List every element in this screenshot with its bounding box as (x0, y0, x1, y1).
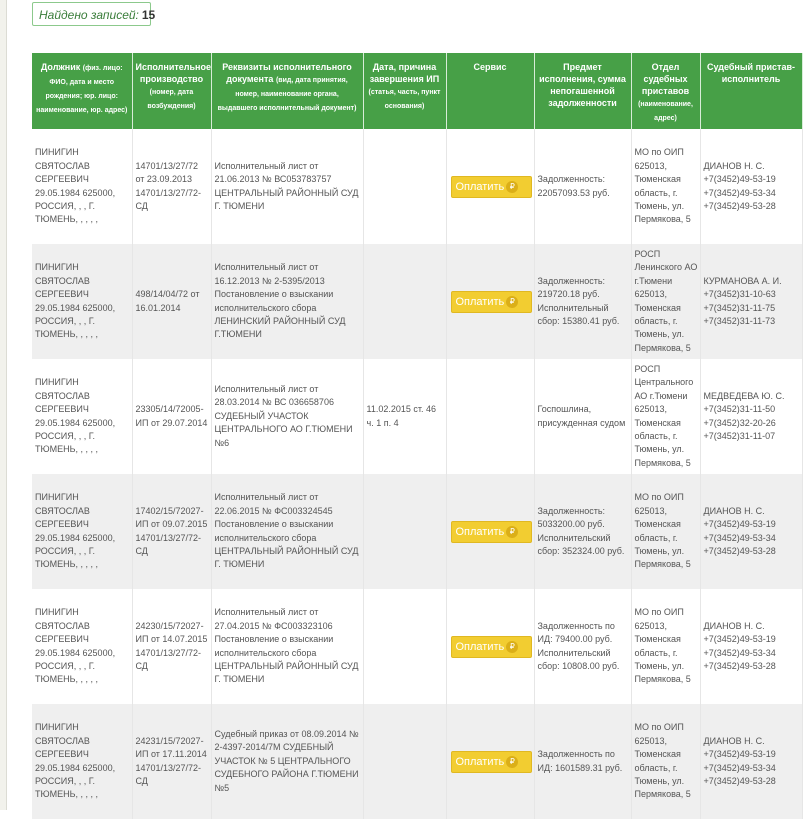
column-header-title: Должник (40, 62, 81, 72)
column-header-subject (534, 53, 631, 129)
column-header-subtitle: (номер, дата возбуждения) (147, 89, 196, 110)
table-row (32, 244, 802, 359)
cell-document: Исполнительный лист от 22.06.2015 № ФС003324545 Постановление о взыскании исполнительского сбора ЦЕНТРАЛЬНЫЙ РАЙОННЫЙ СУД Г. ТЮМЕНИ (211, 474, 363, 589)
cell-debtor: ПИНИГИН СВЯТОСЛАВ СЕРГЕЕВИЧ 29.05.1984 625000, РОССИЯ, , , Г. ТЮМЕНЬ, , , , , (32, 589, 132, 704)
column-header-title: Предмет исполнения, сумма непогашенной задолженности (539, 62, 626, 108)
cell-proceeding: 23305/14/72005-ИП от 29.07.2014 (132, 359, 211, 474)
cell-document: Исполнительный лист от 21.06.2013 № ВС053783757 ЦЕНТРАЛЬНЫЙ РАЙОННЫЙ СУД Г. ТЮМЕНИ (211, 129, 363, 244)
cell-proceeding: 14701/13/27/72 от 23.09.2013 14701/13/27/72-СД (132, 129, 211, 244)
cell-department: РОСП Ленинского АО г.Тюмени 625013, Тюменская область, г. Тюмень, ул. Пермякова, 5 (631, 244, 700, 359)
cell-bailiff: КУРМАНОВА А. И. +7(3452)31-10-63 +7(3452)31-11-75 +7(3452)31-11-73 (700, 244, 802, 359)
cell-completion (363, 244, 446, 359)
column-header-subtitle: (наименование, адрес) (638, 101, 693, 122)
records-found-label: Найдено записей: (39, 8, 139, 22)
column-header-title: Исполнительное производство (135, 62, 211, 84)
cell-completion (363, 474, 446, 589)
table-header-row (32, 53, 802, 129)
records-found-count: 15 (141, 8, 156, 22)
cell-service (446, 359, 534, 474)
ruble-icon: ₽ (506, 526, 518, 538)
cell-proceeding: 24230/15/72027-ИП от 14.07.2015 14701/13/27/72-СД (132, 589, 211, 704)
table-row (32, 129, 802, 244)
cell-completion (363, 704, 446, 819)
enforcement-proceedings-table (32, 53, 803, 819)
column-header-document (211, 53, 363, 129)
column-header-title: Отдел судебных приставов (641, 62, 690, 96)
column-header-department (631, 53, 700, 129)
cell-bailiff: МЕДВЕДЕВА Ю. С. +7(3452)31-11-50 +7(3452)32-20-26 +7(3452)31-11-07 (700, 359, 802, 474)
results-table-container[interactable] (32, 53, 795, 810)
cell-document: Судебный приказ от 08.09.2014 № 2-4397-2014/7М СУДЕБНЫЙ УЧАСТОК № 5 ЦЕНТРАЛЬНОГО СУДЕБНОГО РАЙОНА Г.ТЮМЕНИ №5 (211, 704, 363, 819)
pay-button[interactable] (451, 291, 532, 313)
cell-bailiff: ДИАНОВ Н. С. +7(3452)49-53-19 +7(3452)49-53-34 +7(3452)49-53-28 (700, 129, 802, 244)
cell-debtor: ПИНИГИН СВЯТОСЛАВ СЕРГЕЕВИЧ 29.05.1984 625000, РОССИЯ, , , Г. ТЮМЕНЬ, , , , , (32, 244, 132, 359)
column-header-title: Реквизиты исполнительного документа (222, 62, 352, 84)
cell-service (446, 129, 534, 244)
column-header-completion (363, 53, 446, 129)
cell-bailiff: ДИАНОВ Н. С. +7(3452)49-53-19 +7(3452)49-53-34 +7(3452)49-53-28 (700, 589, 802, 704)
table-row (32, 589, 802, 704)
pay-button[interactable] (451, 636, 532, 658)
cell-completion (363, 589, 446, 704)
records-found-badge (32, 2, 156, 26)
page-left-border (0, 0, 7, 810)
cell-subject: Госпошлина, присужденная судом (534, 359, 631, 474)
cell-debtor: ПИНИГИН СВЯТОСЛАВ СЕРГЕЕВИЧ 29.05.1984 625000, РОССИЯ, , , Г. ТЮМЕНЬ, , , , , (32, 359, 132, 474)
table-row (32, 474, 802, 589)
cell-department: МО по ОИП 625013, Тюменская область, г. Тюмень, ул. Пермякова, 5 (631, 129, 700, 244)
column-header-title: Судебный пристав-исполнитель (706, 62, 795, 84)
cell-department: РОСП Центрального АО г.Тюмени 625013, Тюменская область, г. Тюмень, ул. Пермякова, 5 (631, 359, 700, 474)
cell-subject: Задолженность по ИД: 1601589.31 руб. (534, 704, 631, 819)
pay-button-label: Оплатить (455, 295, 505, 308)
column-header-service (446, 53, 534, 129)
cell-subject: Задолженность: 5033200.00 руб. Исполнительский сбор: 352324.00 руб. (534, 474, 631, 589)
cell-document: Исполнительный лист от 28.03.2014 № ВС 036658706 СУДЕБНЫЙ УЧАСТОК ЦЕНТРАЛЬНОГО АО Г.ТЮМЕНИ №6 (211, 359, 363, 474)
cell-proceeding: 498/14/04/72 от 16.01.2014 (132, 244, 211, 359)
ruble-icon: ₽ (506, 641, 518, 653)
pay-button[interactable] (451, 751, 532, 773)
cell-debtor: ПИНИГИН СВЯТОСЛАВ СЕРГЕЕВИЧ 29.05.1984 625000, РОССИЯ, , , Г. ТЮМЕНЬ, , , , , (32, 129, 132, 244)
column-header-bailiff (700, 53, 802, 129)
cell-bailiff: ДИАНОВ Н. С. +7(3452)49-53-19 +7(3452)49-53-34 +7(3452)49-53-28 (700, 474, 802, 589)
cell-service (446, 474, 534, 589)
column-header-title: Сервис (473, 62, 507, 72)
cell-subject: Задолженность: 22057093.53 руб. (534, 129, 631, 244)
pay-button[interactable] (451, 521, 532, 543)
pay-button-label: Оплатить (455, 180, 505, 193)
cell-subject: Задолженность: 219720.18 руб. Исполнительный сбор: 15380.41 руб. (534, 244, 631, 359)
cell-proceeding: 17402/15/72027-ИП от 09.07.2015 14701/13/27/72-СД (132, 474, 211, 589)
cell-bailiff: ДИАНОВ Н. С. +7(3452)49-53-19 +7(3452)49-53-34 +7(3452)49-53-28 (700, 704, 802, 819)
cell-completion: 11.02.2015 ст. 46 ч. 1 п. 4 (363, 359, 446, 474)
cell-debtor: ПИНИГИН СВЯТОСЛАВ СЕРГЕЕВИЧ 29.05.1984 625000, РОССИЯ, , , Г. ТЮМЕНЬ, , , , , (32, 474, 132, 589)
column-header-proceeding (132, 53, 211, 129)
column-header-subtitle: (статья, часть, пункт основания) (368, 89, 441, 110)
pay-button[interactable] (451, 176, 532, 198)
ruble-icon: ₽ (506, 296, 518, 308)
pay-button-label: Оплатить (455, 755, 505, 768)
cell-proceeding: 24231/15/72027-ИП от 17.11.2014 14701/13/27/72-СД (132, 704, 211, 819)
column-header-title: Дата, причина завершения ИП (369, 62, 440, 84)
cell-service (446, 589, 534, 704)
table-row (32, 704, 802, 819)
cell-subject: Задолженность по ИД: 79400.00 руб. Исполнительский сбор: 10808.00 руб. (534, 589, 631, 704)
column-header-debtor (32, 53, 132, 129)
cell-service (446, 244, 534, 359)
table-row (32, 359, 802, 474)
pay-button-label: Оплатить (455, 640, 505, 653)
cell-completion (363, 129, 446, 244)
pay-button-label: Оплатить (455, 525, 505, 538)
cell-document: Исполнительный лист от 27.04.2015 № ФС003323106 Постановление о взыскании исполнительского сбора ЦЕНТРАЛЬНЫЙ РАЙОННЫЙ СУД Г. ТЮМЕНИ (211, 589, 363, 704)
cell-department: МО по ОИП 625013, Тюменская область, г. Тюмень, ул. Пермякова, 5 (631, 704, 700, 819)
ruble-icon: ₽ (506, 181, 518, 193)
cell-department: МО по ОИП 625013, Тюменская область, г. Тюмень, ул. Пермякова, 5 (631, 474, 700, 589)
cell-service (446, 704, 534, 819)
cell-department: МО по ОИП 625013, Тюменская область, г. Тюмень, ул. Пермякова, 5 (631, 589, 700, 704)
cell-document: Исполнительный лист от 16.12.2013 № 2-5395/2013 Постановление о взыскании исполнительского сбора ЛЕНИНСКИЙ РАЙОННЫЙ СУД Г.ТЮМЕНИ (211, 244, 363, 359)
column-header-subtitle: (физ. лицо: ФИО, дата и место рождения; юр. лицо: наименование, юр. адрес) (36, 65, 128, 114)
ruble-icon: ₽ (506, 756, 518, 768)
cell-debtor: ПИНИГИН СВЯТОСЛАВ СЕРГЕЕВИЧ 29.05.1984 625000, РОССИЯ, , , Г. ТЮМЕНЬ, , , , , (32, 704, 132, 819)
column-header-subtitle: (вид, дата принятия, номер, наименование органа, выдавшего исполнительный документ) (217, 77, 357, 112)
